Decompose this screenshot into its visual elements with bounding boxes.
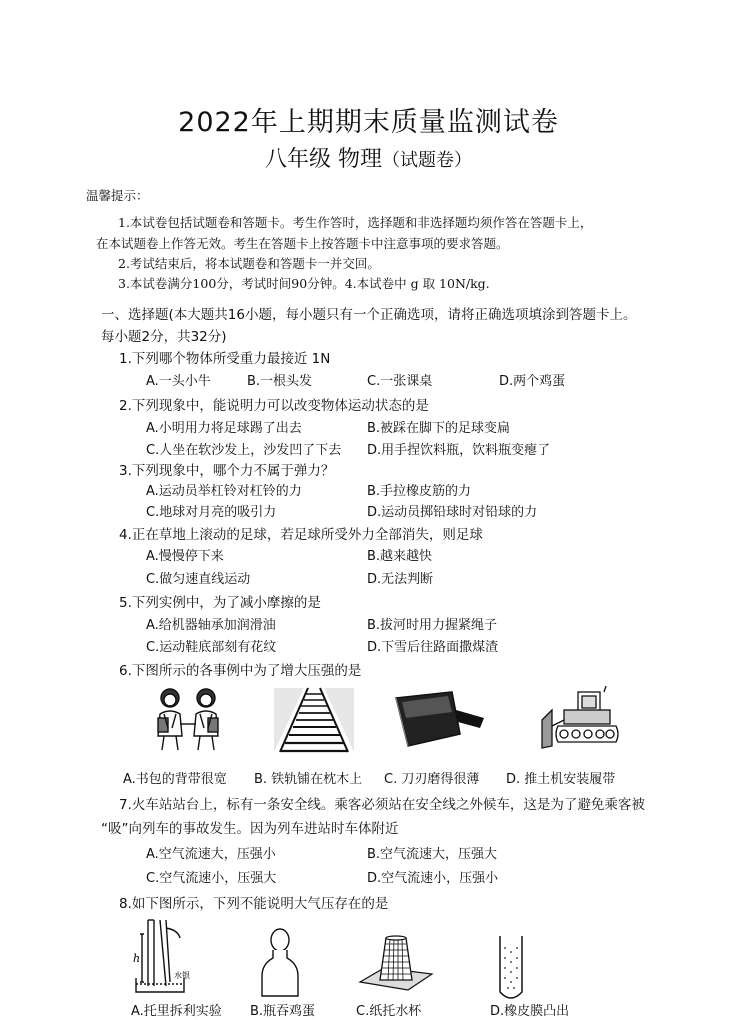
q5-option-c: C.运动鞋底部刻有花纹 xyxy=(146,640,277,655)
fig-label-mercury: 水银 xyxy=(174,971,190,980)
page-title: 2022年上期期末质量监测试卷 xyxy=(178,107,559,138)
question-5-stem: 5.下列实例中，为了减小摩擦的是 xyxy=(119,595,321,611)
section-heading-line2: 每小题2分，共32分) xyxy=(101,329,227,345)
q7-option-b: B.空气流速大，压强大 xyxy=(367,847,498,862)
q3-option-b: B.手拉橡皮筋的力 xyxy=(367,484,472,499)
q2-option-b: B.被踩在脚下的足球变扁 xyxy=(367,421,511,436)
question-7-stem-line2: “吸”向列车的事故发生。因为列车进站时车体附近 xyxy=(101,821,399,837)
q6-option-d: D. 推土机安装履带 xyxy=(506,772,616,787)
q1-option-c: C.一张课桌 xyxy=(367,374,433,389)
tip-line-1a: 1.本试卷包括试题卷和答题卡。考生作答时，选择题和非选择题均须作答在答题卡上， xyxy=(118,215,593,230)
q3-option-a: A.运动员举杠铃对杠铃的力 xyxy=(146,484,302,499)
cleaver-knife-illustration xyxy=(390,688,488,754)
q6-option-c: C. 刀刃磨得很薄 xyxy=(384,772,480,787)
fig-label-h: h xyxy=(133,952,141,965)
question-6-stem: 6.下图所示的各事例中为了增大压强的是 xyxy=(119,663,362,679)
q2-option-a: A.小明用力将足球踢了出去 xyxy=(146,421,302,436)
question-1-stem: 1.下列哪个物体所受重力最接近 1N xyxy=(119,351,331,367)
question-2-stem: 2.下列现象中，能说明力可以改变物体运动状态的是 xyxy=(119,398,429,414)
tip-line-2: 2.考试结束后，将本试题卷和答题卡一并交回。 xyxy=(118,256,380,271)
q5-option-b: B.拔河时用力握紧绳子 xyxy=(367,618,498,633)
q6-option-a: A.书包的背带很宽 xyxy=(123,772,227,787)
tip-line-1b: 在本试题卷上作答无效。考生在答题卡上按答题卡中注意事项的要求答题。 xyxy=(96,236,509,251)
rubber-membrane-tube-illustration xyxy=(494,934,528,1004)
q7-option-d: D.空气流速小，压强小 xyxy=(367,871,499,886)
q2-option-c: C.人坐在软沙发上，沙发凹了下去 xyxy=(146,443,342,458)
railway-track-illustration xyxy=(274,686,354,754)
question-3-stem: 3.下列现象中，哪个力不属于弹力？ xyxy=(119,463,335,479)
q4-option-c: C.做匀速直线运动 xyxy=(146,572,251,587)
q1-option-a: A.一头小牛 xyxy=(146,374,211,389)
page-subtitle xyxy=(0,142,737,173)
question-7-stem-line1: 7.火车站站台上，标有一条安全线。乘客必须站在安全线之外候车，这是为了避免乘客被 xyxy=(119,797,645,813)
q8-option-d: D.橡皮膜凸出 xyxy=(490,1004,570,1019)
paper-cup-illustration xyxy=(356,934,436,994)
q3-option-d: D.运动员掷铅球时对铅球的力 xyxy=(367,505,538,520)
question-8-stem: 8.如下图所示，下列不能说明大气压存在的是 xyxy=(119,896,389,912)
bulldozer-illustration xyxy=(538,686,622,754)
q7-option-a: A.空气流速大，压强小 xyxy=(146,847,276,862)
tip-line-3: 3.本试卷满分100分，考试时间90分钟。4.本试卷中 g 取 10N/kg. xyxy=(118,276,490,291)
q5-option-d: D.下雪后往路面撒煤渣 xyxy=(367,640,499,655)
subject-paren: （试题卷） xyxy=(382,150,472,171)
q4-option-a: A.慢慢停下来 xyxy=(146,549,224,564)
section-heading-line1: 一、选择题(本大题共16小题，每小题只有一个正确选项，请将正确选项填涂到答题卡上。 xyxy=(101,307,637,323)
question-4-stem: 4.正在草地上滚动的足球，若足球所受外力全部消失，则足球 xyxy=(119,527,483,543)
q1-option-d: D.两个鸡蛋 xyxy=(499,374,566,389)
q6-option-b: B. 铁轨铺在枕木上 xyxy=(254,772,363,787)
q8-option-b: B.瓶吞鸡蛋 xyxy=(250,1004,316,1019)
q5-option-a: A.给机器轴承加润滑油 xyxy=(146,618,276,633)
q7-option-c: C.空气流速小，压强大 xyxy=(146,871,277,886)
torricelli-experiment-illustration xyxy=(130,916,204,996)
q8-option-a: A.托里拆利实验 xyxy=(131,1004,222,1019)
tips-heading: 温馨提示： xyxy=(86,188,149,203)
subject-name: 八年级 物理 xyxy=(265,147,382,172)
bottle-egg-illustration xyxy=(258,928,302,1000)
q2-option-d: D.用手捏饮料瓶，饮料瓶变瘪了 xyxy=(367,443,551,458)
q4-option-b: B.越来越快 xyxy=(367,549,433,564)
q3-option-c: C.地球对月亮的吸引力 xyxy=(146,505,277,520)
q8-option-c: C.纸托水杯 xyxy=(356,1004,422,1019)
q4-option-d: D.无法判断 xyxy=(367,572,434,587)
q1-option-b: B.一根头发 xyxy=(247,374,313,389)
schoolbag-students-illustration xyxy=(146,684,230,754)
